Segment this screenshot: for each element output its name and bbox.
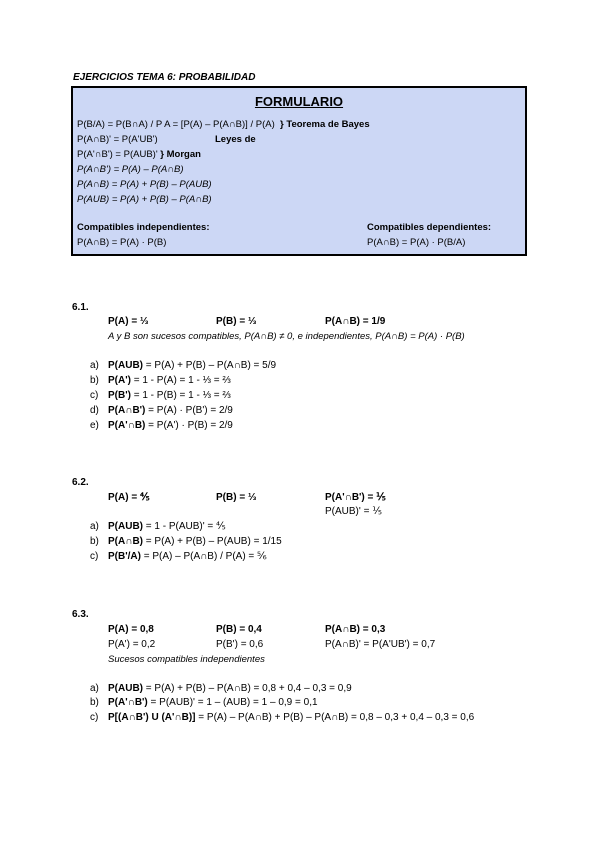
formulario-box bbox=[71, 86, 527, 256]
formula-union: P(AUB) = P(A) + P(B) – P(A∩B) bbox=[77, 194, 212, 205]
exercise-6-2-pb: P(B) = ⅓ bbox=[216, 492, 257, 503]
compatibles-dependientes-formula: P(A∩B) = P(A) · P(B/A) bbox=[367, 237, 466, 248]
page-title: EJERCICIOS TEMA 6: PROBABILIDAD bbox=[73, 72, 256, 83]
exercise-6-1-pa: P(A) = ⅓ bbox=[108, 316, 149, 327]
exercise-6-2-pab-union: P(AUB)' = ⅕ bbox=[325, 506, 382, 517]
bayes-formula: P(B/A) = P(B∩A) / P A = [P(A) – P(A∩B)] / P(A) } Teorema de Bayes bbox=[77, 119, 370, 130]
formula-difference: P(A∩B') = P(A) – P(A∩B) bbox=[77, 164, 184, 175]
morgan-formula-1: P(A∩B)' = P(A'UB') Leyes de bbox=[77, 134, 256, 145]
exercise-6-3-pb: P(B) = 0,4 bbox=[216, 624, 262, 635]
exercise-6-1-note: A y B son sucesos compatibles, P(A∩B) ≠ 0, e independientes, P(A∩B) = P(A) · P(B) bbox=[108, 331, 465, 342]
exercise-6-3-pab-complement: P(A∩B)' = P(A'UB') = 0,7 bbox=[325, 639, 436, 650]
compatibles-dependientes-label: Compatibles dependientes: bbox=[367, 222, 492, 233]
exercise-6-3-pa-complement: P(A') = 0,2 bbox=[108, 639, 156, 650]
morgan-formula-2: P(A'∩B') = P(AUB)' } Morgan bbox=[77, 149, 201, 160]
formulario-title: FORMULARIO bbox=[254, 94, 344, 109]
exercise-6-2-pa: P(A) = ⅘ bbox=[108, 492, 150, 503]
compatibles-independientes-formula: P(A∩B) = P(A) · P(B) bbox=[77, 237, 167, 248]
exercise-6-3-pab: P(A∩B) = 0,3 bbox=[325, 624, 386, 635]
exercise-6-3-pb-complement: P(B') = 0,6 bbox=[216, 639, 264, 650]
exercise-6-1-pab: P(A∩B) = 1/9 bbox=[325, 316, 386, 327]
exercise-6-1-pb: P(B) = ⅓ bbox=[216, 316, 257, 327]
exercise-6-3-number: 6.3. bbox=[72, 609, 89, 620]
exercise-6-3-pa: P(A) = 0,8 bbox=[108, 624, 154, 635]
compatibles-independientes-label: Compatibles independientes: bbox=[77, 222, 210, 233]
formula-intersection: P(A∩B) = P(A) + P(B) – P(AUB) bbox=[77, 179, 212, 190]
exercise-6-2-pab: P(A'∩B') = ⅕ bbox=[325, 492, 386, 503]
exercise-6-1-number: 6.1. bbox=[72, 302, 89, 313]
exercise-6-3-note: Sucesos compatibles independientes bbox=[108, 654, 265, 665]
exercise-6-2-number: 6.2. bbox=[72, 477, 89, 488]
